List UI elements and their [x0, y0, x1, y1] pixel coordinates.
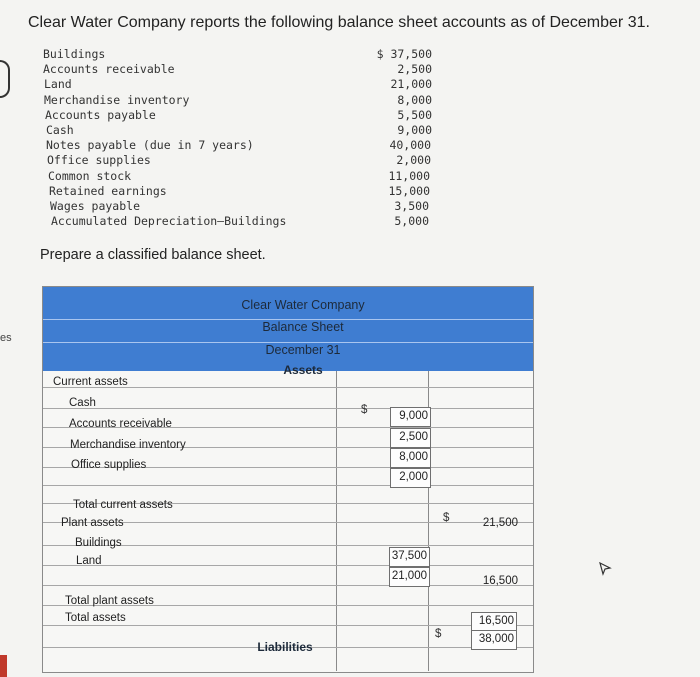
line-item-label[interactable]: Office supplies — [71, 459, 147, 471]
account-name: Accounts receivable — [43, 62, 175, 77]
amount-input[interactable] — [390, 448, 431, 468]
account-name: Merchandise inventory — [44, 92, 190, 107]
row-divider — [43, 408, 533, 409]
amount-input[interactable] — [471, 612, 517, 632]
line-item-label[interactable]: Buildings — [75, 537, 122, 549]
mouse-cursor-icon — [598, 562, 612, 576]
account-row — [40, 184, 440, 199]
account-amount: 3,500 — [394, 198, 429, 213]
red-marker — [0, 655, 7, 677]
amount-input[interactable] — [471, 630, 517, 650]
row-divider — [43, 585, 533, 586]
account-name: Cash — [46, 122, 74, 137]
account-row — [40, 169, 440, 184]
account-name: Land — [44, 77, 72, 92]
total-plant-assets-value: 16,500 — [478, 615, 514, 627]
dollar-sign: $ — [361, 404, 368, 416]
amount-value: 21,000 — [391, 570, 427, 582]
amount-input[interactable] — [389, 547, 430, 567]
total-current-assets-value[interactable]: 21,500 — [482, 517, 518, 529]
line-item-label[interactable]: Land — [76, 555, 102, 567]
statement-title: Balance Sheet — [262, 320, 344, 334]
account-amount: 21,000 — [390, 77, 432, 92]
plant-assets-heading[interactable]: Plant assets — [61, 517, 124, 529]
line-item-label[interactable]: Accounts receivable — [69, 418, 172, 430]
amount-input[interactable] — [389, 567, 430, 587]
liabilities-heading: Liabilities — [257, 640, 313, 654]
line-item-label[interactable]: Cash — [69, 397, 96, 409]
plant-subtotal-value[interactable]: 16,500 — [482, 575, 518, 587]
line-item-label[interactable]: Merchandise inventory — [70, 439, 186, 451]
dollar-sign: $ — [435, 628, 442, 640]
window-edge — [0, 60, 10, 98]
account-name: Retained earnings — [49, 183, 167, 198]
amount-value: 2,000 — [399, 471, 428, 483]
account-row — [40, 138, 440, 153]
row-divider — [43, 485, 533, 486]
account-name: Wages payable — [50, 198, 141, 213]
amount-input[interactable] — [390, 407, 431, 427]
account-row — [40, 199, 440, 214]
account-amount: 2,000 — [396, 153, 431, 168]
total-assets-label[interactable]: Total assets — [65, 612, 126, 624]
account-row — [40, 93, 440, 108]
account-row — [40, 153, 440, 168]
sheet-header — [43, 287, 533, 371]
balance-sheet-worksheet — [42, 286, 534, 673]
dollar-sign: $ — [443, 512, 450, 524]
total-current-assets-label[interactable]: Total current assets — [73, 499, 173, 511]
account-amount: 9,000 — [397, 122, 432, 137]
question-text: Clear Water Company reports the following balance sheet accounts as of December 31. — [28, 14, 650, 31]
account-amount: 8,000 — [397, 92, 432, 107]
row-divider — [43, 565, 533, 566]
company-name: Clear Water Company — [241, 298, 365, 312]
account-row — [40, 214, 440, 229]
account-row — [40, 62, 440, 77]
account-name: Notes payable (due in 7 years) — [46, 138, 254, 153]
statement-date: December 31 — [265, 343, 341, 357]
account-amount: 15,000 — [388, 183, 430, 198]
current-assets-heading: Current assets — [53, 376, 128, 388]
account-name: Buildings — [43, 47, 106, 61]
account-amount: 2,500 — [397, 62, 432, 77]
amount-value: 37,500 — [391, 550, 427, 562]
account-amount: 11,000 — [388, 168, 430, 183]
account-name: Common stock — [48, 168, 132, 183]
account-row — [40, 123, 440, 138]
account-list — [40, 47, 440, 229]
amount-input[interactable] — [390, 428, 431, 448]
row-divider — [43, 625, 533, 626]
account-amount: 40,000 — [389, 138, 431, 153]
total-assets-value: 38,000 — [478, 633, 514, 645]
account-name: Office supplies — [47, 153, 151, 168]
total-plant-assets-label[interactable]: Total plant assets — [65, 595, 154, 607]
account-name: Accounts payable — [45, 107, 156, 122]
account-row — [40, 47, 440, 62]
account-row — [40, 77, 440, 92]
account-amount: 5,000 — [394, 214, 429, 229]
instruction-text: Prepare a classified balance sheet. — [40, 247, 266, 263]
amount-value: 2,500 — [399, 431, 428, 443]
amount-input[interactable] — [390, 468, 431, 488]
side-tab-label: es — [0, 332, 12, 344]
amount-value: 9,000 — [399, 410, 428, 422]
assets-heading: Assets — [283, 363, 323, 377]
account-name: Accumulated Depreciation—Buildings — [51, 214, 287, 229]
account-row — [40, 108, 440, 123]
account-amount: $ 37,500 — [376, 47, 432, 61]
column-divider — [336, 371, 337, 671]
amount-value: 8,000 — [399, 451, 428, 463]
account-amount: 5,500 — [397, 107, 432, 122]
